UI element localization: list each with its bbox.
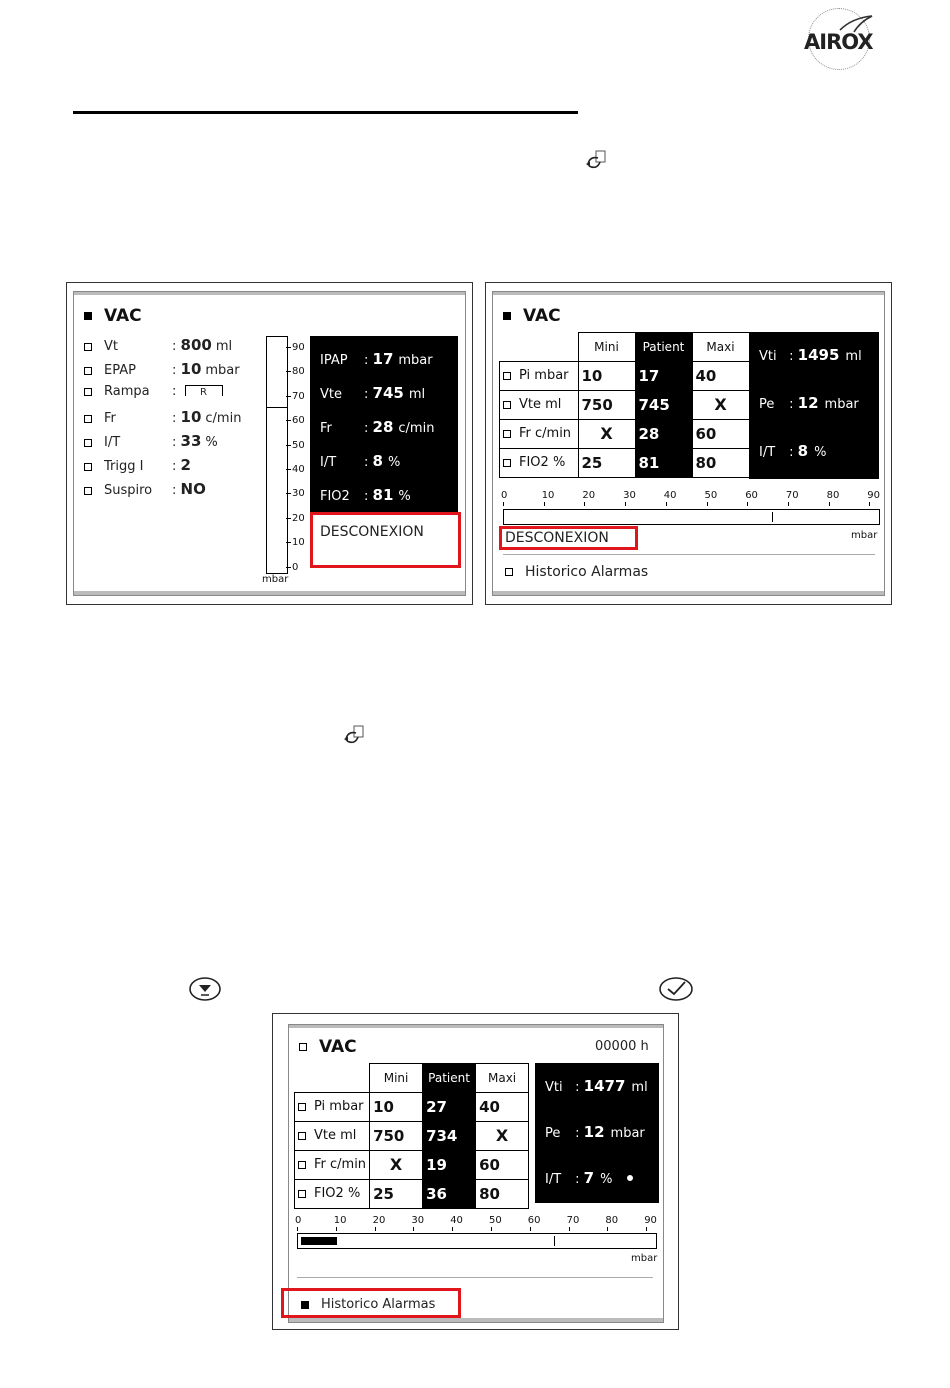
scale-tick-label: 30 <box>623 490 636 501</box>
setting-row[interactable] <box>84 408 259 426</box>
patient-cell: 19 <box>423 1150 476 1179</box>
gauge-tick-mark <box>286 420 291 421</box>
setting-row[interactable] <box>84 480 259 498</box>
maxi-cell: 60 <box>476 1150 529 1179</box>
scale-tick-mark <box>375 1227 376 1231</box>
scale-tick-label: 50 <box>489 1215 502 1226</box>
scale-tick-label: 40 <box>450 1215 463 1226</box>
monitor-row <box>320 452 400 470</box>
gauge-unit: mbar <box>262 574 289 585</box>
patient-cell: 28 <box>635 419 692 448</box>
table-row[interactable] <box>500 448 750 477</box>
monitor-label: Vti <box>545 1080 563 1095</box>
unselected-square-icon <box>505 568 513 576</box>
unselected-square-icon <box>298 1132 306 1140</box>
gauge-level-marker <box>267 407 287 408</box>
setting-unit: % <box>205 435 218 450</box>
screen-2 <box>492 291 885 596</box>
table-row[interactable] <box>500 419 750 448</box>
validate-check-button-icon <box>658 976 694 1002</box>
scale-tick-mark <box>829 502 830 506</box>
mode-title: VAC <box>84 306 142 326</box>
selected-square-icon <box>503 312 511 320</box>
alarm-message: DESCONEXION <box>320 524 424 540</box>
scale-tick-mark <box>530 1227 531 1231</box>
pressure-gauge <box>266 336 288 574</box>
scale-tick-mark <box>544 502 545 506</box>
table-row[interactable] <box>295 1092 529 1121</box>
monitor-value: 8 <box>797 442 809 460</box>
mini-cell: X <box>578 419 635 448</box>
monitor-unit: % <box>814 445 827 460</box>
gauge-tick-label: 0 <box>292 561 299 573</box>
screen-3-frame <box>272 1013 679 1330</box>
scale-tick-mark <box>707 502 708 506</box>
monitor-label: Fr <box>320 421 332 436</box>
row-label-cell <box>295 1121 370 1150</box>
monitor-label: Vti <box>759 349 777 364</box>
gauge-tick-label: 30 <box>292 488 305 500</box>
gauge-tick-label: 80 <box>292 366 305 378</box>
row-label: FIO2 % <box>314 1186 361 1201</box>
column-header: Patient <box>635 333 692 362</box>
colon: : <box>785 397 798 412</box>
unselected-square-icon <box>84 388 92 396</box>
ramp-value: R <box>200 387 207 398</box>
pressure-bar <box>503 509 880 525</box>
setting-value: 10 <box>180 408 202 426</box>
unselected-square-icon <box>84 367 92 375</box>
gauge-tick-mark <box>286 445 291 446</box>
scale-tick-mark <box>452 1227 453 1231</box>
alarm-reset-icon <box>584 150 612 172</box>
alarm-reset-icon <box>342 725 370 747</box>
header-spacer <box>500 333 579 362</box>
pressure-bar-fill <box>301 1237 337 1245</box>
colon: : <box>364 489 373 504</box>
monitor-unit: mbar <box>398 353 433 368</box>
pressure-bar <box>297 1233 657 1249</box>
screen-1 <box>73 291 466 596</box>
scale-tick-label: 80 <box>826 490 840 501</box>
monitor-unit: c/min <box>398 421 435 436</box>
setting-label: Vt <box>104 339 118 354</box>
monitor-value: 1477 <box>583 1077 626 1095</box>
setting-label: Trigg I <box>104 459 144 474</box>
setting-label: Fr <box>104 411 116 426</box>
maxi-cell: X <box>692 390 749 419</box>
patient-cell: 734 <box>423 1121 476 1150</box>
row-label-cell <box>500 361 579 390</box>
monitor-row <box>545 1077 648 1095</box>
row-label-cell <box>295 1179 370 1208</box>
monitor-value: 28 <box>372 418 394 436</box>
gauge-tick-mark <box>286 469 291 470</box>
colon: : <box>172 459 181 474</box>
logo-text: AIROX <box>804 30 873 54</box>
scale-tick-mark <box>666 502 667 506</box>
gauge-tick-mark <box>286 347 291 348</box>
mini-cell: 25 <box>578 448 635 477</box>
scale-tick-label: 40 <box>663 490 677 501</box>
monitor-panel <box>749 332 879 479</box>
scale-tick-label: 80 <box>605 1215 619 1226</box>
colon: : <box>785 349 798 364</box>
setting-unit: c/min <box>205 411 242 426</box>
table-row[interactable] <box>295 1121 529 1150</box>
setting-row[interactable] <box>84 456 259 474</box>
setting-label: I/T <box>104 435 121 450</box>
mode-title: VAC <box>299 1037 357 1057</box>
mini-cell: 10 <box>578 361 635 390</box>
scale-tick-label: 20 <box>582 490 596 501</box>
monitor-row <box>320 486 411 504</box>
screen-2-frame <box>485 282 892 605</box>
maxi-cell: X <box>476 1121 529 1150</box>
monitor-row <box>320 418 434 436</box>
setting-label: Rampa <box>104 384 150 399</box>
table-header-row <box>500 333 750 362</box>
row-label-cell <box>500 390 579 419</box>
monitor-value: 12 <box>797 394 819 412</box>
colon: : <box>172 384 181 399</box>
maxi-cell: 40 <box>692 361 749 390</box>
setting-value: 33 <box>180 432 202 450</box>
scale-tick-label: 0 <box>501 490 508 501</box>
monitor-value: 81 <box>372 486 394 504</box>
gauge-tick-mark <box>286 396 291 397</box>
monitor-panel <box>535 1063 659 1203</box>
scale-tick-mark <box>503 502 504 506</box>
row-label: Vte ml <box>314 1128 357 1143</box>
monitor-label: Pe <box>545 1126 561 1141</box>
table-row[interactable] <box>295 1179 529 1208</box>
monitor-value: 7 <box>583 1169 595 1187</box>
scale-tick-label: 60 <box>745 490 758 501</box>
scale-tick-mark <box>336 1227 337 1231</box>
scale-tick-mark <box>869 502 870 506</box>
unselected-square-icon <box>298 1161 306 1169</box>
monitor-value: 8 <box>372 452 383 470</box>
scale-tick-mark <box>584 502 585 506</box>
monitor-unit: mbar <box>824 397 859 412</box>
table-header-row <box>295 1064 529 1093</box>
scale-tick-mark <box>788 502 789 506</box>
scale-tick-label: 30 <box>411 1215 425 1226</box>
mode-title: VAC <box>503 306 561 326</box>
monitor-label: IPAP <box>320 353 348 368</box>
monitor-row <box>545 1169 612 1187</box>
colon: : <box>172 411 181 426</box>
setting-row[interactable] <box>84 336 259 354</box>
monitor-value: 17 <box>372 350 394 368</box>
unselected-square-icon <box>84 439 92 447</box>
colon: : <box>172 483 181 498</box>
row-label: Vte ml <box>519 397 562 412</box>
unselected-square-icon <box>84 487 92 495</box>
section-rule <box>73 111 578 114</box>
screen-1-frame <box>66 282 473 605</box>
row-label-cell <box>500 419 579 448</box>
setting-label: Suspiro <box>104 483 153 498</box>
colon: : <box>172 363 181 378</box>
monitor-label: I/T <box>545 1172 562 1187</box>
pressure-bar-marker <box>554 1236 555 1246</box>
row-label-cell <box>500 448 579 477</box>
scale-tick-mark <box>625 502 626 506</box>
monitor-unit: ml <box>408 387 426 402</box>
unselected-square-icon <box>503 401 511 409</box>
monitor-label: FIO2 <box>320 489 350 504</box>
gauge-tick-label: 60 <box>292 415 305 427</box>
gauge-tick-label: 70 <box>292 390 305 402</box>
table-row[interactable] <box>295 1150 529 1179</box>
scale-tick-label: 10 <box>333 1215 347 1226</box>
monitor-label: I/T <box>320 455 337 470</box>
scale-tick-label: 90 <box>867 490 881 501</box>
gauge-tick-label: 90 <box>292 342 305 353</box>
scale-tick-label: 60 <box>527 1215 541 1226</box>
scale-unit: mbar <box>851 530 878 541</box>
alarm-limits-table <box>294 1063 529 1209</box>
colon: : <box>172 435 181 450</box>
scale-tick-mark <box>569 1227 570 1231</box>
column-header: Patient <box>423 1064 476 1093</box>
patient-cell: 17 <box>635 361 692 390</box>
patient-cell: 81 <box>635 448 692 477</box>
scale-tick-label: 90 <box>644 1215 657 1226</box>
column-header: Maxi <box>476 1064 529 1093</box>
screen-3 <box>288 1024 664 1323</box>
scale-tick-label: 10 <box>541 490 555 501</box>
patient-cell: 36 <box>423 1179 476 1208</box>
down-arrow-button-icon <box>188 976 222 1002</box>
divider <box>503 554 875 555</box>
scale-tick-label: 20 <box>372 1215 386 1226</box>
scale-tick-label: 70 <box>566 1215 580 1226</box>
patient-cell: 745 <box>635 390 692 419</box>
scale-tick-label: 0 <box>295 1215 302 1226</box>
unselected-square-icon <box>84 463 92 471</box>
scale-tick-label: 50 <box>704 490 718 501</box>
colon: : <box>364 387 373 402</box>
gauge-tick-mark <box>286 371 291 372</box>
monitor-unit: % <box>600 1172 613 1187</box>
colon: : <box>571 1080 584 1095</box>
monitor-value: 1495 <box>797 346 840 364</box>
monitor-panel <box>310 336 458 512</box>
row-label: Fr c/min <box>314 1157 367 1172</box>
monitor-row <box>320 384 425 402</box>
divider <box>297 1277 653 1278</box>
unselected-square-icon <box>503 372 511 380</box>
operating-hours: 00000 h <box>595 1039 649 1054</box>
monitor-unit: mbar <box>610 1126 645 1141</box>
colon: : <box>172 339 181 354</box>
scale-tick-mark <box>747 502 748 506</box>
maxi-cell: 40 <box>476 1092 529 1121</box>
monitor-row <box>759 394 859 412</box>
setting-unit: ml <box>215 339 233 354</box>
mini-cell: 10 <box>370 1092 423 1121</box>
monitor-unit: % <box>387 455 401 470</box>
monitor-value: 745 <box>372 384 404 402</box>
monitor-value: 12 <box>583 1123 605 1141</box>
menu-item-historico-alarmas[interactable]: Historico Alarmas <box>505 564 648 580</box>
unselected-square-icon <box>299 1043 307 1051</box>
gauge-tick-label: 20 <box>292 512 305 524</box>
unselected-square-icon <box>503 459 511 467</box>
monitor-unit: ml <box>631 1080 648 1095</box>
alarm-message: DESCONEXION <box>505 530 609 546</box>
setting-value: 2 <box>180 456 191 474</box>
setting-label: EPAP <box>104 363 136 378</box>
row-label: Fr c/min <box>519 426 572 441</box>
row-label-cell <box>295 1092 370 1121</box>
mini-cell: X <box>370 1150 423 1179</box>
maxi-cell: 80 <box>692 448 749 477</box>
patient-cell: 27 <box>423 1092 476 1121</box>
scale-tick-mark <box>297 1227 298 1231</box>
monitor-unit: ml <box>845 349 862 364</box>
unselected-square-icon <box>298 1190 306 1198</box>
scale-tick-mark <box>607 1227 608 1231</box>
monitor-label: Pe <box>759 397 775 412</box>
setting-value: NO <box>180 480 206 498</box>
gauge-tick-mark <box>286 493 291 494</box>
setting-value: 800 <box>180 336 212 354</box>
colon: : <box>364 455 373 470</box>
ramp-indicator <box>185 385 223 396</box>
menu-item-historico-alarmas[interactable]: Historico Alarmas <box>301 1297 435 1312</box>
scale-tick-label: 70 <box>785 490 799 501</box>
row-label: FIO2 % <box>519 455 566 470</box>
monitor-row <box>545 1123 645 1141</box>
row-label: Pi mbar <box>314 1099 364 1114</box>
mini-cell: 750 <box>578 390 635 419</box>
table-row[interactable] <box>500 390 750 419</box>
colon: : <box>571 1172 584 1187</box>
alarm-highlight <box>310 512 461 568</box>
mini-cell: 750 <box>370 1121 423 1150</box>
scale-tick-mark <box>646 1227 647 1231</box>
column-header: Maxi <box>692 333 749 362</box>
menu-highlight <box>281 1288 461 1318</box>
unselected-square-icon <box>503 430 511 438</box>
gauge-tick-label: 10 <box>292 537 305 549</box>
status-dot-icon <box>627 1175 633 1181</box>
setting-unit: mbar <box>205 363 240 378</box>
monitor-row <box>320 350 433 368</box>
maxi-cell: 80 <box>476 1179 529 1208</box>
row-label: Pi mbar <box>519 368 569 383</box>
alarm-limits-table <box>499 332 750 478</box>
airox-logo <box>796 6 886 68</box>
gauge-tick-label: 40 <box>292 464 305 475</box>
gauge-tick-mark <box>286 567 291 568</box>
column-header: Mini <box>578 333 635 362</box>
colon: : <box>785 445 798 460</box>
unselected-square-icon <box>84 343 92 351</box>
monitor-row <box>759 442 826 460</box>
gauge-tick-label: 50 <box>292 439 305 451</box>
scale-unit: mbar <box>631 1253 658 1264</box>
maxi-cell: 60 <box>692 419 749 448</box>
alarm-highlight <box>499 526 638 550</box>
selected-square-icon <box>84 312 92 320</box>
setting-row[interactable] <box>84 432 259 450</box>
mini-cell: 25 <box>370 1179 423 1208</box>
unselected-square-icon <box>84 415 92 423</box>
header-spacer <box>295 1064 370 1093</box>
scale-tick-mark <box>413 1227 414 1231</box>
colon: : <box>364 421 373 436</box>
gauge-tick-mark <box>286 542 291 543</box>
setting-row[interactable] <box>84 360 259 378</box>
setting-value: 10 <box>180 360 202 378</box>
gauge-tick-mark <box>286 518 291 519</box>
column-header: Mini <box>370 1064 423 1093</box>
colon: : <box>571 1126 584 1141</box>
monitor-label: I/T <box>759 445 776 460</box>
colon: : <box>364 353 373 368</box>
row-label-cell <box>295 1150 370 1179</box>
setting-row[interactable] <box>84 384 259 399</box>
table-row[interactable] <box>500 361 750 390</box>
unselected-square-icon <box>298 1103 306 1111</box>
pressure-bar-marker <box>772 512 773 522</box>
scale-tick-mark <box>491 1227 492 1231</box>
monitor-row <box>759 346 862 364</box>
monitor-unit: % <box>398 489 411 504</box>
monitor-label: Vte <box>320 387 342 402</box>
